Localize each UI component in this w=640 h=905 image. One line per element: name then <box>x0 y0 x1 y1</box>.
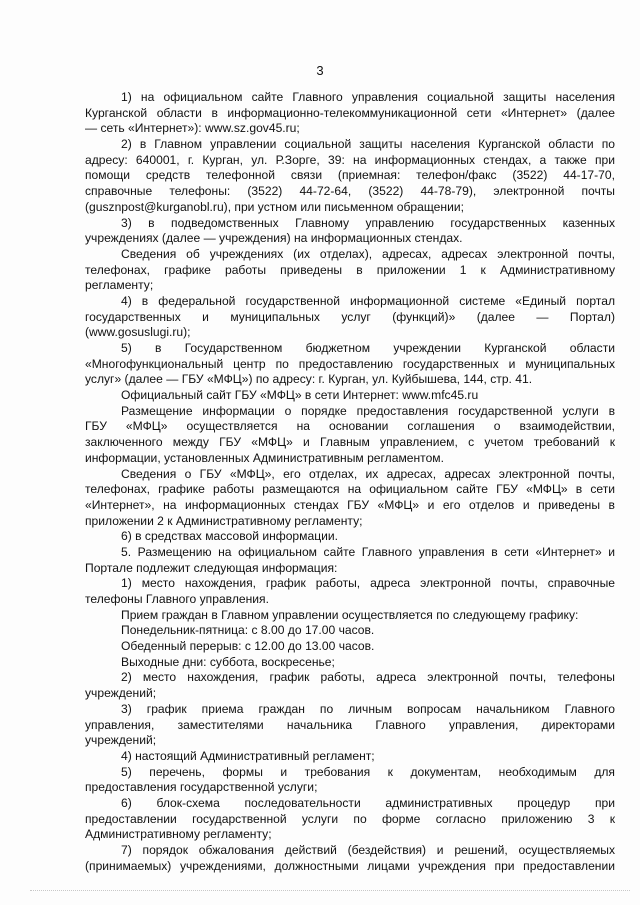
text-line: адресу: 640001, г. Курган, ул. Р.Зорге, 39: на информационных стендах, а также при <box>85 152 615 167</box>
text-line: — сеть «Интернет»): www.sz.gov45.ru; <box>85 121 300 136</box>
text-line: помощи средств телефонной связи (приемная: телефон/факс (3522) 44-17-70, <box>85 168 615 183</box>
text-line: телефонах, графике работы приведены в приложении 1 к Административному <box>85 262 615 277</box>
text-line: информации, установленных Административным регламентом. <box>85 450 444 465</box>
text-line: предоставления государственной услуги; <box>85 780 318 795</box>
text-line: Официальный сайт ГБУ «МФЦ» в сети Интернет: www.mfc45.ru <box>121 388 479 403</box>
text-line: Курганской области в информационно-телекоммуникационной сети «Интернет» (далее <box>85 105 615 120</box>
text-line: учреждений; <box>85 733 157 748</box>
text-line: приложении 2 к Административному регламенту; <box>85 513 363 528</box>
text-line: 5) в Государственном бюджетном учреждении Курганской области <box>121 341 615 355</box>
text-line: управления, заместителями начальника Главного управления, директорами <box>85 717 615 732</box>
text-line: 5) перечень, формы и требования к документам, необходимым для <box>121 764 615 779</box>
text-line: Сведения о ГБУ «МФЦ», его отделах, их адресах, адресах электронной почты, <box>121 466 615 481</box>
text-line: услуг» (далее — ГБУ «МФЦ») по адресу: г. Курган, ул. Куйбышева, 144, стр. 41. <box>85 372 533 387</box>
text-line: государственных и муниципальных услуг (функций)» (далее — Портал) <box>85 309 615 324</box>
text-line: (принимаемых) учреждениями, должностными лицами учреждения при предоставлении <box>85 858 615 873</box>
text-line: 1) на официальном сайте Главного управления социальной защиты населения <box>121 90 615 104</box>
text-line: Портале подлежит следующая информация: <box>85 560 338 575</box>
text-line: Прием граждан в Главном управлении осуществляется по следующему графику: <box>121 607 579 622</box>
text-line: 3) в подведомственных Главному управлению государственных казенных <box>121 215 615 230</box>
page-number: 3 <box>316 63 324 78</box>
text-line: Выходные дни: суббота, воскресенье; <box>121 654 335 669</box>
text-line: Сведения об учреждениях (их отделах), адресах, адресах электронной почты, <box>121 246 615 261</box>
text-line: регламенту; <box>85 278 154 293</box>
text-line: Обеденный перерыв: с 12.00 до 13.00 часов. <box>121 639 375 654</box>
text-line: 4) настоящий Административный регламент; <box>121 748 375 763</box>
text-line: ГБУ «МФЦ» осуществляется на основании соглашения о взаимодействии, <box>85 419 615 434</box>
text-line: 2) место нахождения, график работы, адреса электронной почты, телефоны <box>121 670 615 685</box>
text-line: Административному регламенту; <box>85 827 272 842</box>
text-line: 4) в федеральной государственной информационной системе «Единый портал <box>121 293 615 308</box>
text-line: 2) в Главном управлении социальной защиты населения Курганской области по <box>121 137 615 152</box>
text-line: 5. Размещению на официальном сайте Главного управления в сети «Интернет» и <box>121 544 615 559</box>
text-line: (www.gosuslugi.ru); <box>85 325 191 340</box>
text-line: 3) график приема граждан по личным вопросам начальником Главного <box>121 701 615 716</box>
text-line: 6) блок-схема последовательности административных процедур при <box>121 795 615 810</box>
text-line: Понедельник-пятница: с 8.00 до 17.00 часов. <box>121 623 375 638</box>
document-body <box>85 90 615 874</box>
text-line: учреждениях (далее — учреждения) на информационных стендах. <box>85 231 463 246</box>
text-line: справочные телефоны: (3522) 44-72-64, (3522) 44-78-79), электронной почты <box>85 184 615 199</box>
text-line: (gusznpost@kurganobl.ru), при устном или письменном обращении; <box>85 199 464 214</box>
text-line: предоставлении государственной услуги по форме согласно приложению 3 к <box>85 811 615 826</box>
text-line: телефонах, графике работы размещаются на официальном сайте ГБУ «МФЦ» в сети <box>85 482 615 497</box>
text-line: 6) в средствах массовой информации. <box>121 529 338 544</box>
text-line: Размещение информации о порядке предоставления государственной услуги в <box>121 403 615 418</box>
text-line: «Многофункциональный центр по предоставлению государственных и муниципальных <box>85 356 615 371</box>
text-line: учреждений; <box>85 686 157 701</box>
scan-edge-divider <box>30 890 630 891</box>
text-line: «Интернет», на информационных стендах ГБУ «МФЦ» и его отделов и приведены в <box>85 497 615 512</box>
text-line: 1) место нахождения, график работы, адреса электронной почты, справочные <box>121 576 615 591</box>
text-line: заключенного между ГБУ «МФЦ» и Главным управлением, с учетом требований к <box>85 435 615 450</box>
text-line: телефоны Главного управления. <box>85 592 269 606</box>
text-line: 7) порядок обжалования действий (бездействия) и решений, осуществляемых <box>121 843 615 857</box>
